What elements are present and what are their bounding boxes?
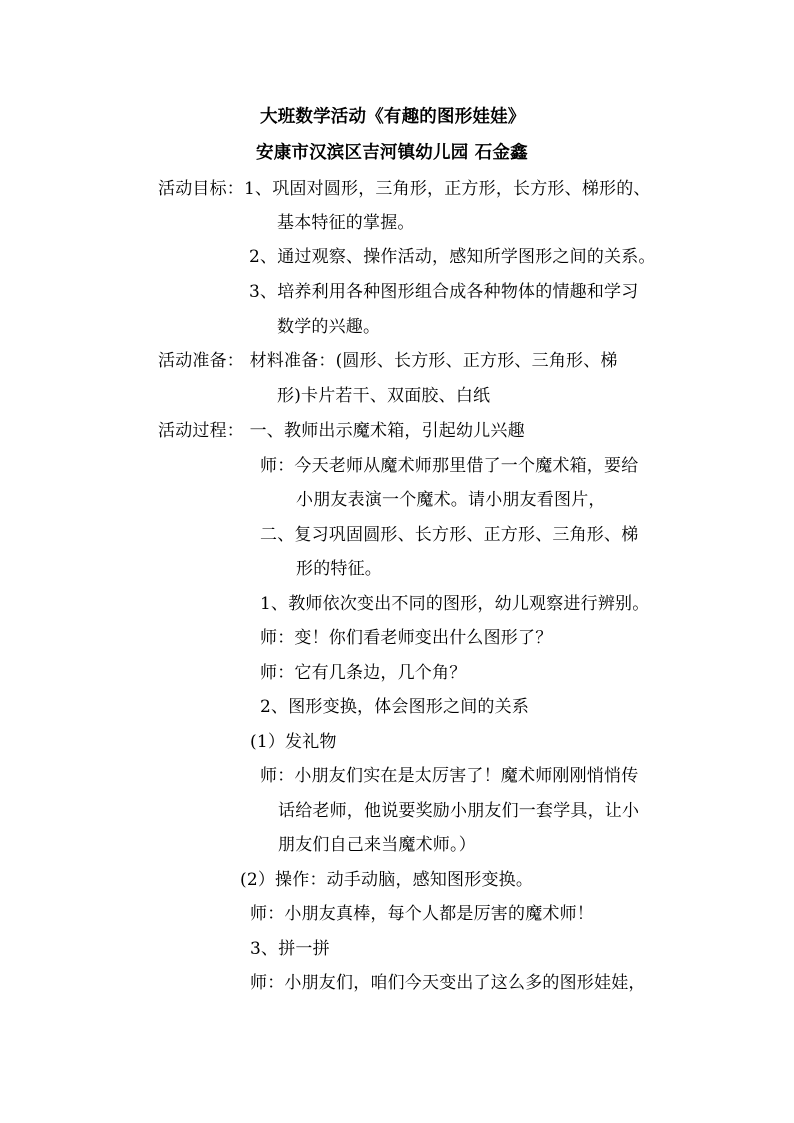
process-line-11: 师：小朋友们实在是太厉害了！魔术师刚刚悄悄传	[260, 766, 639, 786]
author-line: 安康市汉滨区吉河镇幼儿园 石金鑫	[256, 143, 528, 163]
process-line-14: (2）操作：动手动脑，感知图形变换。	[240, 870, 534, 890]
document-title: 大班数学活动《有趣的图形娃娃》	[260, 107, 526, 127]
goal-line-4: 3、培养利用各种图形组合成各种物体的情趣和学习	[249, 282, 639, 302]
process-line-4: 二、复习巩固圆形、长方形、正方形、三角形、梯	[260, 525, 639, 545]
process-line-2: 师：今天老师从魔术师那里借了一个魔术箱，要给	[260, 456, 639, 476]
process-line-17: 师：小朋友们，咱们今天变出了这么多的图形娃娃，	[250, 973, 646, 993]
process-line-8: 师：它有几条边，几个角？	[260, 663, 467, 683]
process-line-7: 师：变！你们看老师变出什么图形了？	[260, 628, 553, 648]
process-line-15: 师：小朋友真棒，每个人都是厉害的魔术师！	[250, 904, 594, 924]
process-line-9: 2、图形变换，体会图形之间的关系	[260, 697, 530, 717]
goal-line-1: 活动目标：1、巩固对圆形，三角形，正方形，长方形、梯形的、	[158, 179, 651, 199]
process-line-13: 朋友们自己来当魔术师。）	[278, 835, 476, 855]
process-line-5: 形的特征。	[296, 559, 382, 579]
process-line-1: 活动过程： 一、教师出示魔术箱，引起幼儿兴趣	[158, 421, 525, 441]
prep-line-2: 形)卡片若干、双面胶、白纸	[277, 386, 491, 406]
prep-line-1: 活动准备： 材料准备：(圆形、长方形、正方形、三角形、梯	[158, 351, 618, 371]
process-line-10: (1）发礼物	[250, 732, 337, 752]
process-line-12: 话给老师，他说要奖励小朋友们一套学具，让小	[278, 801, 640, 821]
goal-line-5: 数学的兴趣。	[277, 317, 381, 337]
goal-line-2: 基本特征的掌握。	[277, 213, 415, 233]
goal-line-3: 2、通过观察、操作活动，感知所学图形之间的关系。	[249, 247, 656, 267]
process-line-16: 3、拼一拼	[250, 939, 330, 959]
process-line-3: 小朋友表演一个魔术。请小朋友看图片，	[296, 490, 606, 510]
process-line-6: 1、教师依次变出不同的图形，幼儿观察进行辨别。	[260, 594, 650, 614]
